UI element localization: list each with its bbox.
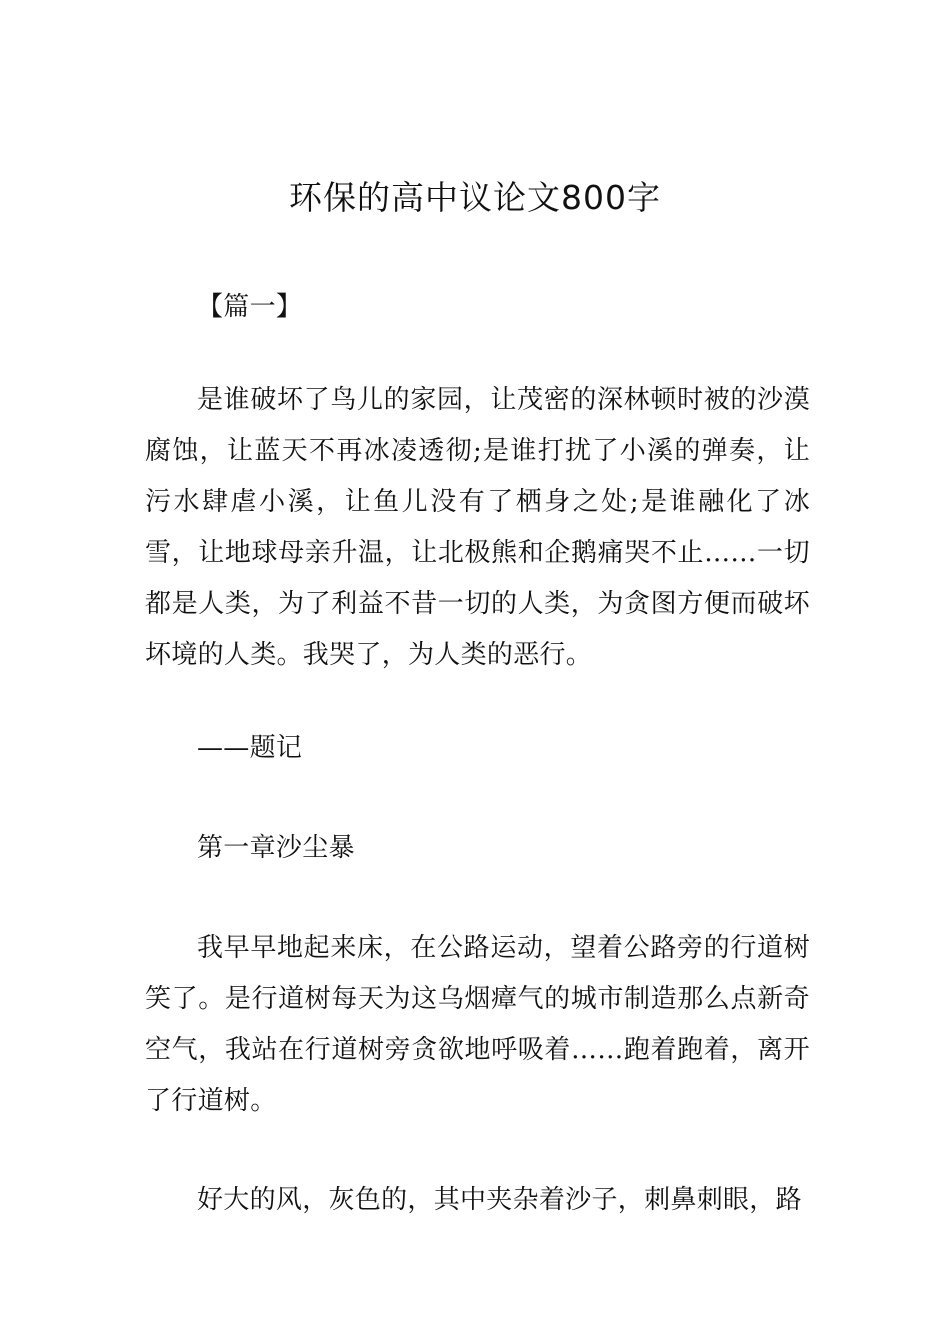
document-title: 环保的高中议论文800字 bbox=[289, 178, 661, 217]
section-heading: 【篇一】 bbox=[197, 292, 303, 322]
chapter-heading: 第一章沙尘暴 bbox=[197, 833, 355, 863]
epigraph-attribution: ——题记 bbox=[197, 733, 303, 763]
body-paragraph: 我早早地起来床，在公路运动，望着公路旁的行道树笑了。是行道树每天为这乌烟瘴气的城市制造那么点新奇空气，我站在行道树旁贪欲地呼吸着……跑着跑着，离开了行道树。 bbox=[145, 933, 810, 1116]
intro-paragraph: 是谁破坏了鸟儿的家园，让茂密的深林顿时被的沙漠腐蚀，让蓝天不再冰凌透彻;是谁打扰了小溪的弹奏，让污水肆虐小溪，让鱼儿没有了栖身之处;是谁融化了冰雪，让地球母亲升温，让北极熊和企鹅痛哭不止……一切都是人类，为了利益不昔一切的人类，为贪图方便而破坏坏境的人类。我哭了，为人类的恶行。 bbox=[145, 385, 810, 670]
body-paragraph: 好大的风，灰色的，其中夹杂着沙子，刺鼻刺眼，路 bbox=[197, 1185, 802, 1215]
